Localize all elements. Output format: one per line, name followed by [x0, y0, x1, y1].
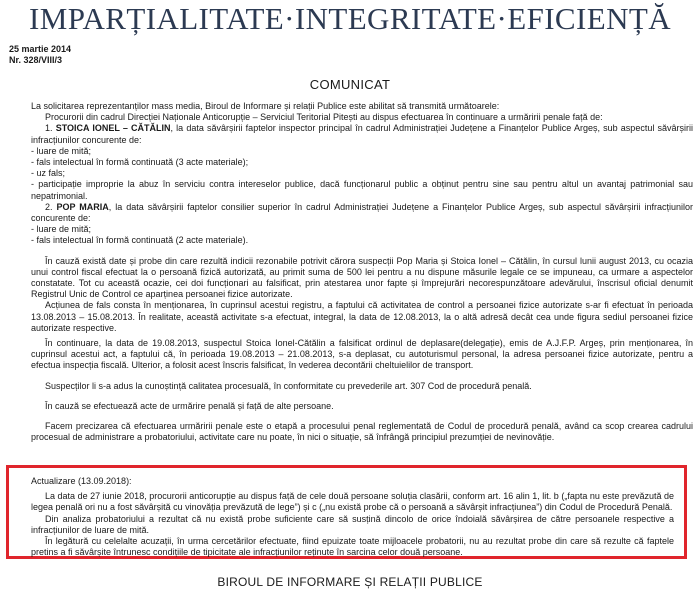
update-paragraph-classification: La data de 27 iunie 2018, procurorii anticorupție au dispus față de cele două persoane soluția clasării, conform art. 16 alin 1, lit. b („fapta nu este prevăzută de legea penală ori nu a fost săvârșită cu vinovăția prevăzută de lege”) și c („nu există probe că o persoană a săvârșit infracțiunea”) din Codul de Procedură Penală.: [31, 491, 674, 513]
paragraph-forgery: Acțiunea de fals consta în menționarea, în cuprinsul acestui registru, a faptului că activitatea de control a persoanei fizice autorizate s-ar fi efectuat în perioada 13.08.2013 – 15.08.2013. În realitate, această activitate s-a efectuat, integral, la data de 12.08.2013, la o altă adresă decât cea unde figura sediul persoanei fizice autorizate respective.: [31, 300, 693, 333]
list-item: - uz fals;: [31, 168, 66, 179]
page-banner: IMPARȚIALITATE·INTEGRITATE·EFICIENȚĂ: [29, 1, 671, 36]
list-item: - fals intelectual în formă continuată (3 acte materiale);: [31, 157, 249, 168]
suspect-2-name: POP MARIA: [56, 201, 109, 212]
paragraph-evidence: În cauză există date și probe din care rezultă indicii rezonabile potrivit cărora suspecții Pop Maria și Stoica Ionel – Cătălin, în cursul lunii august 2013, cu ocazia unui control fiscal efectuat la o persoană fizică autorizată, au primit suma de 500 lei pentru a nu dispune măsurile legale ce se impuneau, ca urmare a aspectelor constatate. Tot cu această ocazie, cei doi funcționari au falsificat, prin atestarea unor fapte și împrejurări necorespunzătoare adevărului, înscrisul oficial denumit Registrul Unic de Control ce aparținea persoanei fizice autorizate.: [31, 255, 693, 300]
suspect-2-number: 2.: [45, 201, 53, 212]
suspect-1-name: STOICA IONEL – CĂTĂLIN: [55, 123, 171, 134]
suspect-1: [31, 123, 693, 145]
list-item: - fals intelectual în formă continuată (2 acte materiale).: [31, 235, 249, 246]
page-title: COMUNICAT: [309, 77, 391, 92]
paragraph-intro: La solicitarea reprezentanților mass media, Biroul de Informare și relații Publice este abilitat să transmită următoarele:: [31, 101, 500, 111]
list-item: - participație improprie la abuz în serviciu contra intereselor publice, dacă funcționarul public a obținut pentru sine sau pentru altul un avantaj patrimonial sau nepatrimonial.: [31, 179, 693, 201]
paragraph-prosecutors: Procurorii din cadrul Direcției Naționale Anticorupție – Serviciul Teritorial Pitești au dispus efectuarea în continuare a urmăririi penale față de:: [45, 112, 603, 123]
suspect-2-text: , la data săvârșirii faptelor consilier superior în cadrul Administrației Județene a Finanțelor Publice Argeș, sub aspectul săvârșirii infracțiunilor concurente de:: [31, 201, 693, 224]
list-item: - luare de mită;: [31, 224, 92, 235]
list-item: - luare de mită;: [31, 145, 92, 156]
paragraph-other-persons: În cauză se efectuează acte de urmărire penală și față de alte persoane.: [45, 400, 334, 411]
update-heading: Actualizare (13.09.2018):: [31, 476, 132, 486]
document-body: [31, 101, 693, 443]
page-footer: BIROUL DE INFORMARE ȘI RELAȚII PUBLICE: [217, 575, 483, 589]
update-box: [6, 465, 687, 559]
suspect-2: [31, 202, 693, 224]
document-meta: [9, 44, 71, 66]
suspect-1-number: 1.: [45, 123, 53, 134]
update-paragraph-analysis: Din analiza probatoriului a rezultat că nu există probe suficiente care să susțină dincolo de orice îndoială săvârșirea de către persoanele respective a infracțiunilor de luare de mită.: [31, 513, 674, 535]
document-date: 25 martie 2014: [9, 44, 72, 54]
update-paragraph-other-charges: În legătură cu celelalte acuzații, în urma cercetărilor efectuate, fiind epuizate toate mijloacele probatorii, nu au rezultat probe din care să rezulte că faptele pretins a fi săvârșite întrunesc condițiile de tipicitate ale infracțiunilor reținute în sarcina celor două persoane.: [31, 536, 674, 558]
suspect-1-text: , la data săvârșirii faptelor inspector principal în cadrul Administrației Județene a Finanțelor Publice Argeș, sub aspectul săvârșirii infracțiunilor concurente de:: [31, 123, 693, 145]
document-number: Nr. 328/VIII/3: [9, 55, 63, 65]
paragraph-procedural-status: Suspecților li s-a adus la cunoștință calitatea procesuală, în conformitate cu prevederile art. 307 Cod de procedură penală.: [45, 380, 532, 391]
paragraph-travel-order: În continuare, la data de 19.08.2013, suspectul Stoica Ionel-Cătălin a falsificat ordinul de deplasare(delegație), emis de A.J.F.P. Argeș, prin menționarea, în cuprinsul acestui act, a faptului că, în perioada 19.08.2013 – 21.08.2013, s-a deplasat, cu autoturismul personal, la adresa persoanei fizice autorizate, pentru a efectua inspecția fiscală. Ulterior, a folosit acest înscris falsificat, în vederea decontării cheltuielilor de transport.: [31, 338, 693, 371]
paragraph-presumption: Facem precizarea că efectuarea urmăririi penale este o etapă a procesului penal reglementată de Codul de procedură penală, având ca scop crearea cadrului procesual de administrare a probatoriului, activitate care nu poate, în nici o situație, să înfrângă principiul prezumției de nevinovăție.: [31, 421, 693, 443]
